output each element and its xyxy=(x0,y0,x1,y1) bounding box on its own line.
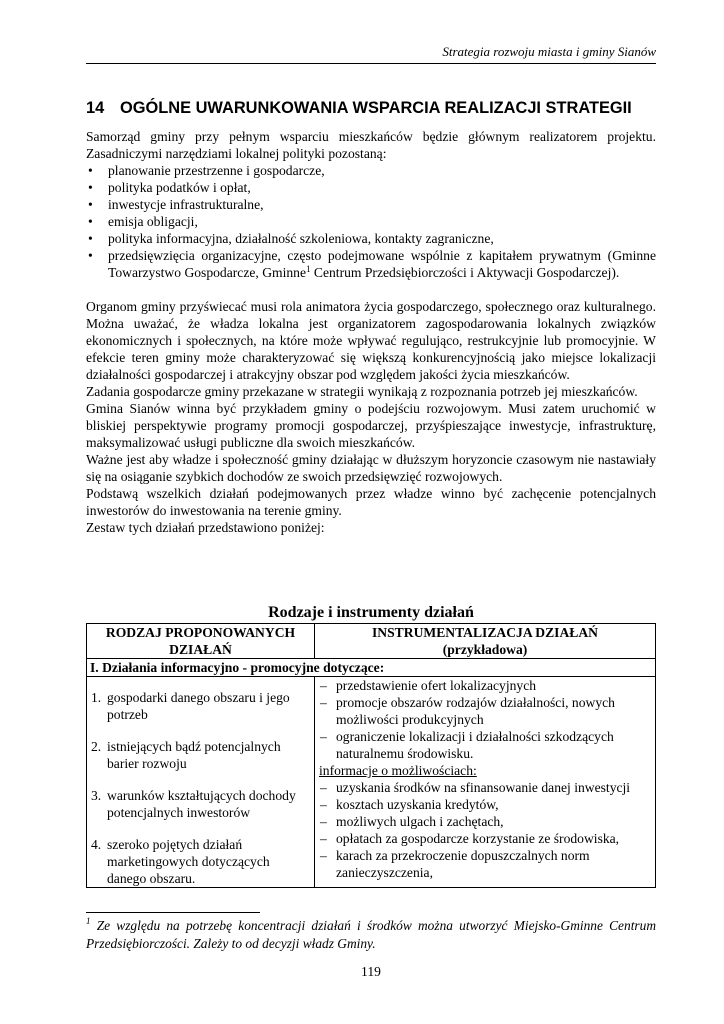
list-item: – uzyskania środków na sfinansowanie danej inwestycji xyxy=(320,780,631,795)
list-item: 1. gospodarki danego obszaru i jego potrzeb xyxy=(91,690,290,722)
running-header: Strategia rozwoju miasta i gminy Sianów xyxy=(442,44,656,59)
bullet-icon: • xyxy=(88,214,93,229)
header-rule xyxy=(86,63,656,64)
information-list xyxy=(319,779,651,881)
dash-icon: – xyxy=(320,695,327,710)
list-item: • emisja obligacji, xyxy=(88,214,198,229)
instruments-subheading: informacje o możliwościach: xyxy=(319,763,477,778)
list-item: – przedstawienie ofert lokalizacyjnych xyxy=(320,678,537,693)
list-item: 2. istniejących bądź potencjalnych barier rozwoju xyxy=(91,739,281,771)
dash-icon: – xyxy=(320,678,327,693)
bullet-icon: • xyxy=(88,248,93,263)
dash-icon: – xyxy=(320,780,327,795)
chapter-title: OGÓLNE UWARUNKOWANIA WSPARCIA REALIZACJI STRATEGII xyxy=(120,99,632,117)
section-label: I. Działania informacyjno - promocyjne dotyczące: xyxy=(87,659,656,677)
paragraph: Gmina Sianów winna być przykładem gminy o podejściu rozwojowym. Musi zatem uruchomić w bliskiej perspektywie programy promocji gospodarczej, przyśpieszające inwestycje, infrastrukturę, maksymalizować usługi publiczne dla swoich mieszkańców. xyxy=(86,401,656,450)
table-section-row xyxy=(87,659,656,677)
column-header-instruments: INSTRUMENTALIZACJA DZIAŁAŃ (przykładowa) xyxy=(315,624,656,659)
column-header-actions: RODZAJ PROPONOWANYCH DZIAŁAŃ xyxy=(87,624,315,659)
paragraph: Organom gminy przyświecać musi rola animatora życia gospodarczego, społecznego oraz kulturalnego. Można uważać, że władza lokalna jest organizatorem zagospodarowania lokalnych związków ekonomicznych i społecznych, na które może wpływać regulująco, restrukcyjnie lub promocyjnie. W efekcie teren gminy może charakteryzować się większą konkurencyjnością jako miejsce lokalizacji działalności gospodarczej i atrakcyjny obszar pod względem jakości życia mieszkańców. xyxy=(86,299,656,382)
actions-table xyxy=(86,623,656,888)
dash-icon: – xyxy=(320,729,327,744)
paragraph: Ważne jest aby władze i społeczność gminy działając w dłuższym horyzoncie czasowym nie nastawiały się na osiąganie szybkich dochodów ze swoich przedsięwzięć rozwojowych. xyxy=(86,452,656,484)
bullet-icon: • xyxy=(88,163,93,178)
list-item: 3. warunków kształtujących dochody potencjalnych inwestorów xyxy=(91,788,296,820)
chapter-heading xyxy=(86,98,666,118)
paragraph: Zestaw tych działań przedstawiono poniżej: xyxy=(86,520,325,535)
dash-icon: – xyxy=(320,848,327,863)
list-item: • przedsięwzięcia organizacyjne, często podejmowane wspólnie z kapitałem prywatnym (Gminne Towarzystwo Gospodarcze, Gminne$^1$ Centrum Przedsiębiorczości i Aktywacji Gospodarczej). xyxy=(88,248,656,280)
body-text xyxy=(86,128,656,536)
dash-icon: – xyxy=(320,797,327,812)
bullet-icon: • xyxy=(88,231,93,246)
intro-paragraph: Samorząd gminy przy pełnym wsparciu mieszkańców będzie głównym realizatorem projektu. Zasadniczymi narzędziami lokalnej polityki pozostaną: xyxy=(86,129,656,161)
footnote-marker: 1 xyxy=(86,916,91,926)
list-item: – opłatach za gospodarcze korzystanie ze środowiska, xyxy=(320,831,620,846)
instruments-cell xyxy=(315,677,656,888)
page-number: 119 xyxy=(361,964,381,979)
list-item: • polityka podatków i opłat, xyxy=(88,180,251,195)
action-types-cell xyxy=(87,677,315,888)
list-item: – promocje obszarów rodzajów działalności, nowych możliwości produkcyjnych xyxy=(320,695,615,727)
table-title: Rodzaje i instrumenty działań xyxy=(268,604,474,621)
list-item: – karach za przekroczenie dopuszczalnych norm zanieczyszczenia, xyxy=(320,848,590,880)
list-item: – ograniczenie lokalizacji i działalności szkodzących naturalnemu środowisku. xyxy=(320,729,614,761)
footnote xyxy=(86,917,656,953)
list-item: – możliwych ulgach i zachętach, xyxy=(320,814,504,829)
chapter-number: 14 xyxy=(86,99,105,117)
footnote-reference[interactable]: 1 xyxy=(306,264,311,274)
table-row xyxy=(87,677,656,888)
bullet-icon: • xyxy=(88,180,93,195)
dash-icon: – xyxy=(320,831,327,846)
dash-icon: – xyxy=(320,814,327,829)
table-header-row xyxy=(87,624,656,659)
action-types-list xyxy=(91,689,310,887)
footnote-text: Ze względu na potrzebę koncentracji działań i środków można utworzyć Miejsko-Gminne Centrum Przedsiębiorczości. Zależy to od decyzji władz Gminy. xyxy=(86,918,656,951)
instruments-list xyxy=(319,677,651,762)
footnote-rule xyxy=(86,912,260,913)
list-item: – kosztach uzyskania kredytów, xyxy=(320,797,499,812)
list-item: • polityka informacyjna, działalność szkoleniowa, kontakty zagraniczne, xyxy=(88,231,494,246)
bullet-icon: • xyxy=(88,197,93,212)
paragraph: Zadania gospodarcze gminy przekazane w strategii wynikają z rozpoznania potrzeb jej mieszkańców. xyxy=(86,384,638,399)
list-item: • planowanie przestrzenne i gospodarcze, xyxy=(88,163,325,178)
list-item: 4. szeroko pojętych działań marketingowych dotyczących danego obszaru. xyxy=(91,837,270,886)
paragraph: Podstawą wszelkich działań podejmowanych przez władze winno być zachęcenie potencjalnych inwestorów do inwestowania na terenie gminy. xyxy=(86,486,656,518)
policy-tools-list xyxy=(86,162,656,281)
list-item: • inwestycje infrastrukturalne, xyxy=(88,197,264,212)
